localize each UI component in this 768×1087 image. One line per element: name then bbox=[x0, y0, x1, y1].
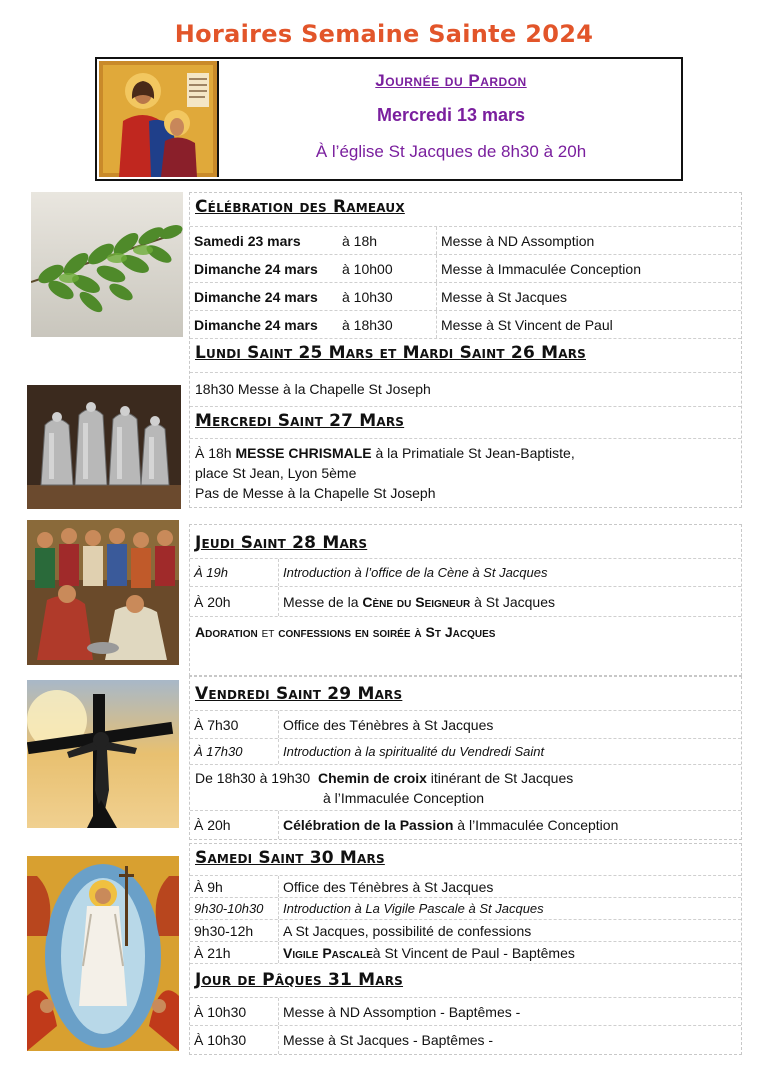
description: Messe de la Cène du Seigneur à St Jacques bbox=[278, 587, 741, 616]
lundi-heading: Lundi Saint 25 Mars et Mardi Saint 26 Mars bbox=[195, 343, 586, 363]
description: Introduction à la spiritualité du Vendredi Saint bbox=[278, 739, 741, 764]
rameaux-time: à 18h30 bbox=[342, 316, 393, 333]
description: Messe à St Jacques - Baptêmes - bbox=[278, 1026, 741, 1054]
description: Office des Ténèbres à St Jacques bbox=[278, 711, 741, 738]
rameaux-time: à 10h30 bbox=[342, 288, 393, 305]
vendredi-row bbox=[190, 711, 741, 739]
time: À 19h bbox=[194, 565, 228, 580]
paques-row bbox=[190, 1026, 741, 1054]
rameaux-what: Messe à Immaculée Conception bbox=[436, 255, 741, 282]
paques-heading: Jour de Pâques 31 Mars bbox=[195, 970, 404, 990]
rameaux-time: à 18h bbox=[342, 232, 378, 249]
rameaux-row bbox=[190, 255, 741, 283]
palm-branch-image bbox=[31, 192, 183, 337]
resurrection-icon-image bbox=[27, 856, 179, 1051]
washing-feet-icon-image bbox=[27, 520, 179, 665]
time: À 20h bbox=[194, 593, 231, 610]
description: Vigile Pascale à St Vincent de Paul - Baptêmes bbox=[278, 942, 741, 963]
time: À 17h30 bbox=[194, 744, 243, 759]
pardon-heading: Journée du Pardon bbox=[375, 71, 527, 90]
rameaux-row bbox=[190, 227, 741, 255]
pardon-text bbox=[221, 59, 681, 179]
rameaux-what: Messe à ND Assomption bbox=[436, 227, 741, 254]
time: À 7h30 bbox=[194, 716, 239, 733]
vendredi-heading: Vendredi Saint 29 Mars bbox=[195, 684, 403, 704]
time: À 10h30 bbox=[194, 1032, 247, 1048]
samedi-section bbox=[189, 843, 742, 1055]
rameaux-what: Messe à St Jacques bbox=[436, 283, 741, 310]
rameaux-section bbox=[189, 192, 742, 508]
jeudi-section bbox=[189, 524, 742, 676]
lundi-text: 18h30 Messe à la Chapelle St Joseph bbox=[195, 381, 431, 397]
description: Introduction à La Vigile Pascale à St Jacques bbox=[278, 898, 741, 919]
time: 9h30-10h30 bbox=[194, 901, 264, 916]
adoration-text: Adoration et confessions en soirée à St Jacques bbox=[195, 624, 496, 640]
description: A St Jacques, possibilité de confessions bbox=[278, 920, 741, 941]
chemin-de-croix-text: De 18h30 à 19h30 Chemin de croix itinérant de St Jacques à l’Immaculée Conception bbox=[195, 770, 574, 806]
rameaux-time: à 10h00 bbox=[342, 260, 393, 277]
vendredi-row bbox=[190, 739, 741, 765]
time: À 9h bbox=[194, 878, 223, 895]
rameaux-what: Messe à St Vincent de Paul bbox=[436, 311, 741, 338]
time: À 20h bbox=[194, 817, 231, 833]
samedi-row bbox=[190, 942, 741, 964]
mercredi-heading: Mercredi Saint 27 Mars bbox=[195, 411, 405, 431]
jeudi-row bbox=[190, 587, 741, 617]
description: Office des Ténèbres à St Jacques bbox=[278, 876, 741, 897]
samedi-row bbox=[190, 876, 741, 898]
rameaux-day: Dimanche 24 mars bbox=[194, 288, 318, 305]
rameaux-row bbox=[190, 311, 741, 339]
pardon-date: Mercredi 13 mars bbox=[376, 105, 526, 125]
time: À 21h bbox=[194, 944, 231, 961]
vendredi-section bbox=[189, 676, 742, 840]
rameaux-day: Dimanche 24 mars bbox=[194, 316, 318, 333]
christ-icon-image bbox=[99, 61, 219, 177]
description: Célébration de la Passion à l’Immaculée Conception bbox=[278, 811, 741, 839]
pardon-box bbox=[95, 57, 683, 181]
jeudi-heading: Jeudi Saint 28 Mars bbox=[195, 533, 368, 553]
paques-row bbox=[190, 998, 741, 1026]
page-title: Horaires Semaine Sainte 2024 bbox=[174, 20, 594, 48]
mercredi-text: À 18h MESSE CHRISMALE à la Primatiale St Jean-Baptiste, place St Jean, Lyon 5ème Pas de Messe à la Chapelle St Joseph bbox=[195, 445, 575, 501]
rameaux-heading: Célébration des Rameaux bbox=[195, 197, 405, 217]
samedi-row bbox=[190, 920, 741, 942]
rameaux-day: Dimanche 24 mars bbox=[194, 260, 318, 277]
time: À 10h30 bbox=[194, 1003, 247, 1020]
description: Messe à ND Assomption - Baptêmes - bbox=[278, 998, 741, 1025]
holy-oils-image bbox=[27, 385, 181, 509]
crucifix-image bbox=[27, 680, 179, 828]
description: Introduction à l’office de la Cène à St Jacques bbox=[278, 559, 741, 586]
pardon-place: À l’église St Jacques de 8h30 à 20h bbox=[315, 142, 587, 161]
samedi-row bbox=[190, 898, 741, 920]
time: 9h30-12h bbox=[194, 922, 254, 939]
rameaux-row bbox=[190, 283, 741, 311]
vendredi-row bbox=[190, 811, 741, 839]
samedi-heading: Samedi Saint 30 Mars bbox=[195, 848, 385, 868]
jeudi-row bbox=[190, 559, 741, 587]
rameaux-day: Samedi 23 mars bbox=[194, 232, 301, 249]
